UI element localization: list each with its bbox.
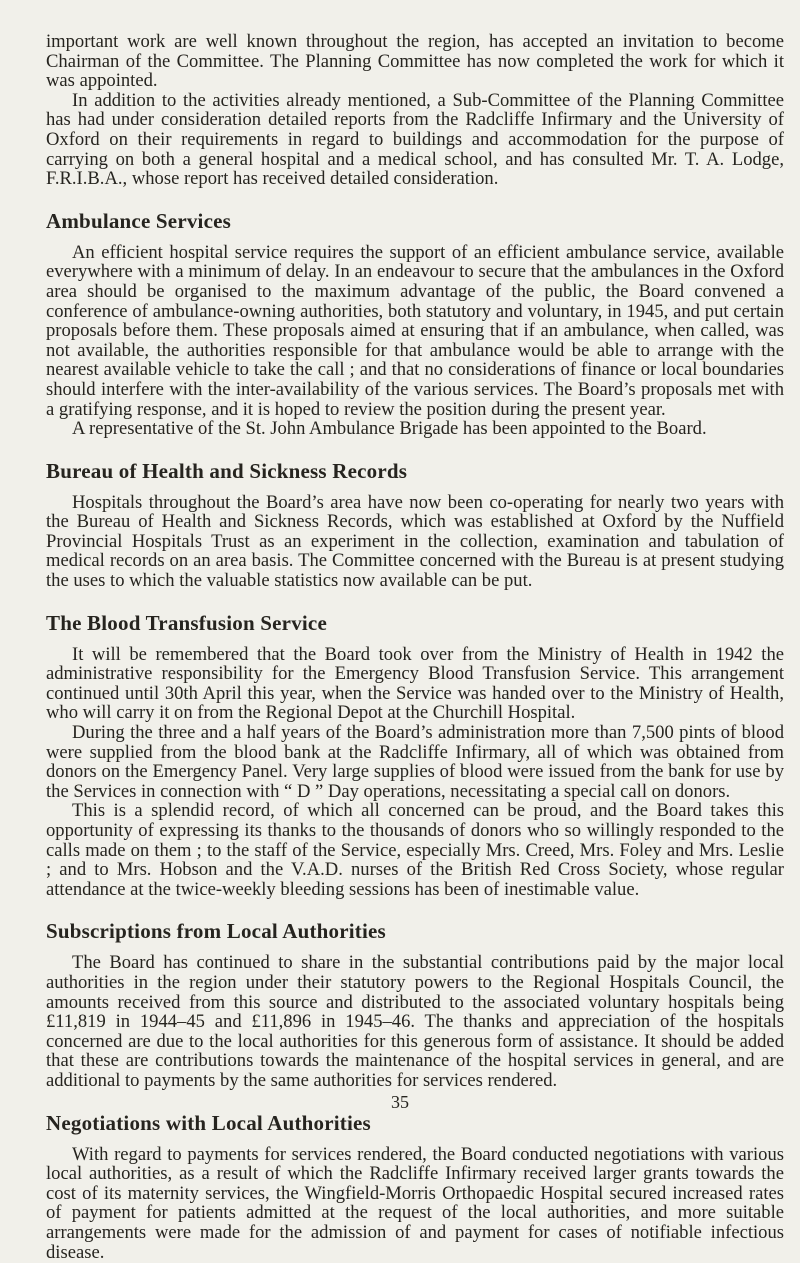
paragraph: With regard to payments for services rendered, the Board conducted negotiations with various local authorities, as a result of which the Radcliffe Infirmary received larger grants towards the cost of its maternity services, the Wingfield-Morris Orthopaedic Hospital secured increased rates of payment for patients admitted at the request of the local authorities, and more suitable arrangements were made for the admission of and payment for cases of notifiable infectious disease. <box>46 1143 784 1263</box>
paragraph: It will be remembered that the Board took over from the Ministry of Health in 1942 the administrative responsibility for the Emergency Blood Transfusion Service. This arrangement continued until 30th April this year, when the Service was handed over to the Ministry of Health, who will carry it on from the Regional Depot at the Churchill Hospital. <box>46 643 784 724</box>
section-heading: Negotiations with Local Authorities <box>46 1110 371 1135</box>
paragraph: In addition to the activities already mentioned, a Sub-Committee of the Planning Committee has had under consideration detailed reports from the Radcliffe Infirmary and the University of Oxford on their requirements in regard to buildings and accommodation for the purpose of carrying on both a general hospital and a medical school, and has consulted Mr. T. A. Lodge, F.R.I.B.A., whose report has received detailed consideration. <box>46 89 784 190</box>
section-subscriptions <box>46 919 784 1090</box>
section-blood-transfusion <box>46 611 784 900</box>
section-heading: Bureau of Health and Sickness Records <box>46 458 408 483</box>
section-bureau-of-health <box>46 459 784 591</box>
page-number: 35 <box>391 1092 409 1112</box>
section-heading: Subscriptions from Local Authorities <box>46 919 386 944</box>
section-heading: Ambulance Services <box>46 208 231 233</box>
section-heading: The Blood Transfusion Service <box>46 610 327 635</box>
paragraph: Hospitals throughout the Board’s area have now been co-operating for nearly two years with the Bureau of Health and Sickness Records, which was established at Oxford by the Nuffield Provincial Hospitals Trust as an experiment in the collection, examination and tabulation of medical records on an area basis. The Committee concerned with the Bureau is at present studying the uses to which the valuable statistics now available can be put. <box>46 491 784 592</box>
paragraph: important work are well known throughout the region, has accepted an invitation to become Chairman of the Committee. The Planning Committee has now completed the work for which it was appointed. <box>46 31 784 92</box>
paragraph: During the three and a half years of the Board’s administration more than 7,500 pints of blood were supplied from the blood bank at the Radcliffe Infirmary, all of which was obtained from donors on the Emergency Panel. Very large supplies of blood were issued from the bank for use by the Services in connection with “ D ” Day operations, necessitating a special call on donors. <box>46 722 784 802</box>
intro-block <box>46 32 784 189</box>
paragraph: An efficient hospital service requires the support of an efficient ambulance service, available everywhere with a minimum of delay. In an endeavour to secure that the ambulances in the Oxford area should be organised to the maximum advantage of the public, the Board convened a conference of ambulance-owning authorities, both statutory and voluntary, in 1945, and put certain proposals before them. These proposals aimed at ensuring that if an ambulance, when called, was not available, the authorities responsible for that ambulance would be able to arrange with the nearest available vehicle to take the call ; and that no considerations of finance or local boundaries should interfere with the inter-availability of the various services. The Board’s proposals met with a gratifying response, and it is hoped to review the position during the present year. <box>46 241 784 420</box>
section-negotiations <box>46 1111 784 1263</box>
section-ambulance-services <box>46 209 784 439</box>
paragraph: A representative of the St. John Ambulance Brigade has been appointed to the Board. <box>72 418 707 440</box>
paragraph: This is a splendid record, of which all concerned can be proud, and the Board takes this opportunity of expressing its thanks to the thousands of donors who so willingly responded to the calls made on them ; to the staff of the Service, especially Mrs. Creed, Mrs. Foley and Mrs. Leslie ; and to Mrs. Hobson and the V.A.D. nurses of the British Red Cross Society, whose regular attendance at the twice-weekly bleeding sessions has been of inestimable value. <box>46 800 784 900</box>
paragraph: The Board has continued to share in the substantial contributions paid by the major local authorities in the region under their statutory powers to the Regional Hospitals Council, the amounts received from this source and distributed to the associated voluntary hospitals being £11,819 in 1944–45 and £11,896 in 1945–46. The thanks and appreciation of the hospitals concerned are due to the local authorities for this generous form of assistance. It should be added that these are contributions towards the maintenance of the hospital services in general, and are additional to payments by the same authorities for services rendered. <box>46 952 784 1091</box>
